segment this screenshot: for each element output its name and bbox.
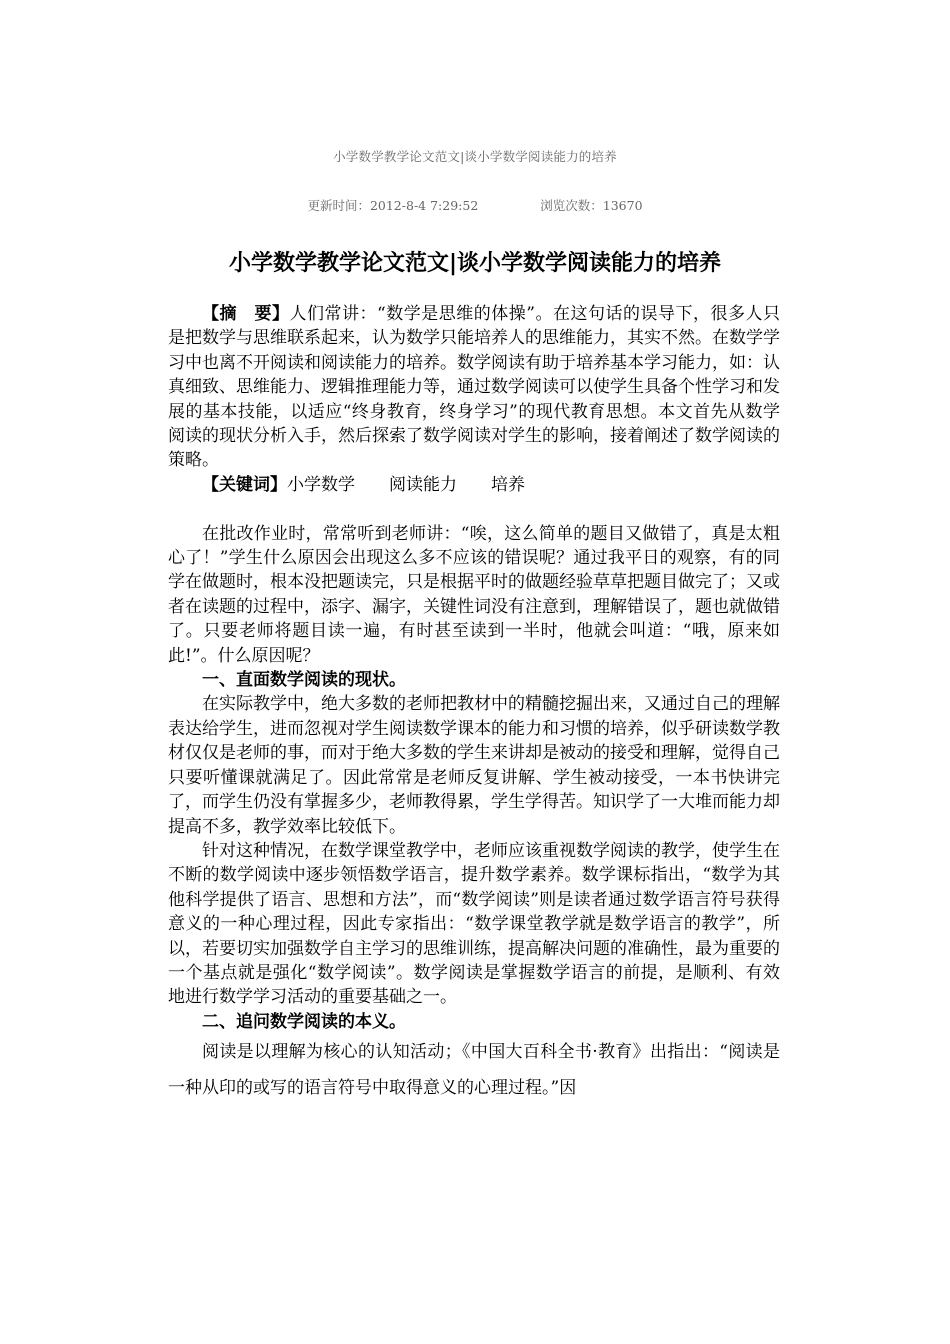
intro-paragraph: 在批改作业时，常常听到老师讲：“唉，这么简单的题目又做错了，真是太粗心了！”学生什么原因会出现这么多不应该的错误呢？通过我平日的观察，有的同学在做题时，根本没把题读完，只是根据平时的做题经验草草把题目做完了；又或者在读题的过程中，添字、漏字，关键性词没有注意到，理解错误了，题也就做错了。只要老师将题目读一遍，有时甚至读到一半时，他就会叫道：“哦，原来如此!”。什么原因呢？: [168, 523, 780, 666]
update-time: 更新时间：2012-8-4 7:29:52: [307, 198, 479, 213]
keywords-label: 【关键词】: [202, 474, 287, 495]
section-2-paragraph-1: 阅读是以理解为核心的认知活动；《中国大百科全书·教育》出指出：“阅读是一种从印的或写的语言符号中取得意义的心理过程。”因: [168, 1042, 780, 1099]
section-1-heading: 一、直面数学阅读的现状。: [202, 670, 406, 691]
document-header-title: 小学数学教学论文范文|谈小学数学阅读能力的培养: [333, 149, 617, 164]
abstract-paragraph: [168, 302, 780, 473]
keyword-item: 阅读能力: [389, 474, 457, 495]
abstract-label: 【摘 要】: [202, 304, 290, 324]
keyword-item: 小学数学: [287, 474, 355, 495]
view-count: 浏览次数：13670: [540, 198, 643, 213]
keywords-line: [168, 473, 780, 497]
abstract-text: 人们常讲：“数学是思维的体操”。在这句话的误导下，很多人只是把数学与思维联系起来，认为数学只能培养人的思维能力，其实不然。在数学学习中也离不开阅读和阅读能力的培养。数学阅读有助于培养基本学习能力，如：认真细致、思维能力、逻辑推理能力等，通过数学阅读可以使学生具备个性学习和发展的基本技能，以适应“终身教育，终身学习”的现代教育思想。本文首先从数学阅读的现状分析入手，然后探索了数学阅读对学生的影响，接着阐述了数学阅读的策略。: [168, 304, 781, 471]
article-title: 小学数学教学论文范文|谈小学数学阅读能力的培养: [228, 251, 722, 276]
section-1-paragraph-1: 在实际教学中，绝大多数的老师把教材中的精髓挖掘出来，又通过自己的理解表达给学生，进而忽视对学生阅读数学课本的能力和习惯的培养，似乎研读数学教材仅仅是老师的事，而对于绝大多数的学生来讲却是被动的接受和理解，觉得自己只要听懂课就满足了。因此常常是老师反复讲解、学生被动接受，一本书快讲完了，而学生仍没有掌握多少，老师教得累，学生学得苦。知识学了一大堆而能力却提高不多，教学效率比较低下。: [168, 694, 780, 837]
section-1-paragraph-2: 针对这种情况，在数学课堂教学中，老师应该重视数学阅读的教学，使学生在不断的数学阅读中逐步领悟数学语言，提升数学素养。数学课标指出，“数学为其他科学提供了语言、思想和方法”，而“数学阅读”则是读者通过数学语言符号获得意义的一种心理过程，因此专家指出：“数学课堂教学就是数学语言的教学”，所以，若要切实加强数学自主学习的思维训练，提高解决问题的准确性，最为重要的一个基点就是强化“数学阅读”。数学阅读是掌握数学语言的前提，是顺利、有效地进行数学学习活动的重要基础之一。: [168, 840, 780, 1008]
article-body: [168, 302, 780, 1106]
article-meta: [0, 196, 950, 214]
keyword-item: 培养: [491, 474, 525, 495]
blank-line: [168, 497, 780, 521]
section-2-heading: 二、追问数学阅读的本义。: [202, 1011, 406, 1032]
